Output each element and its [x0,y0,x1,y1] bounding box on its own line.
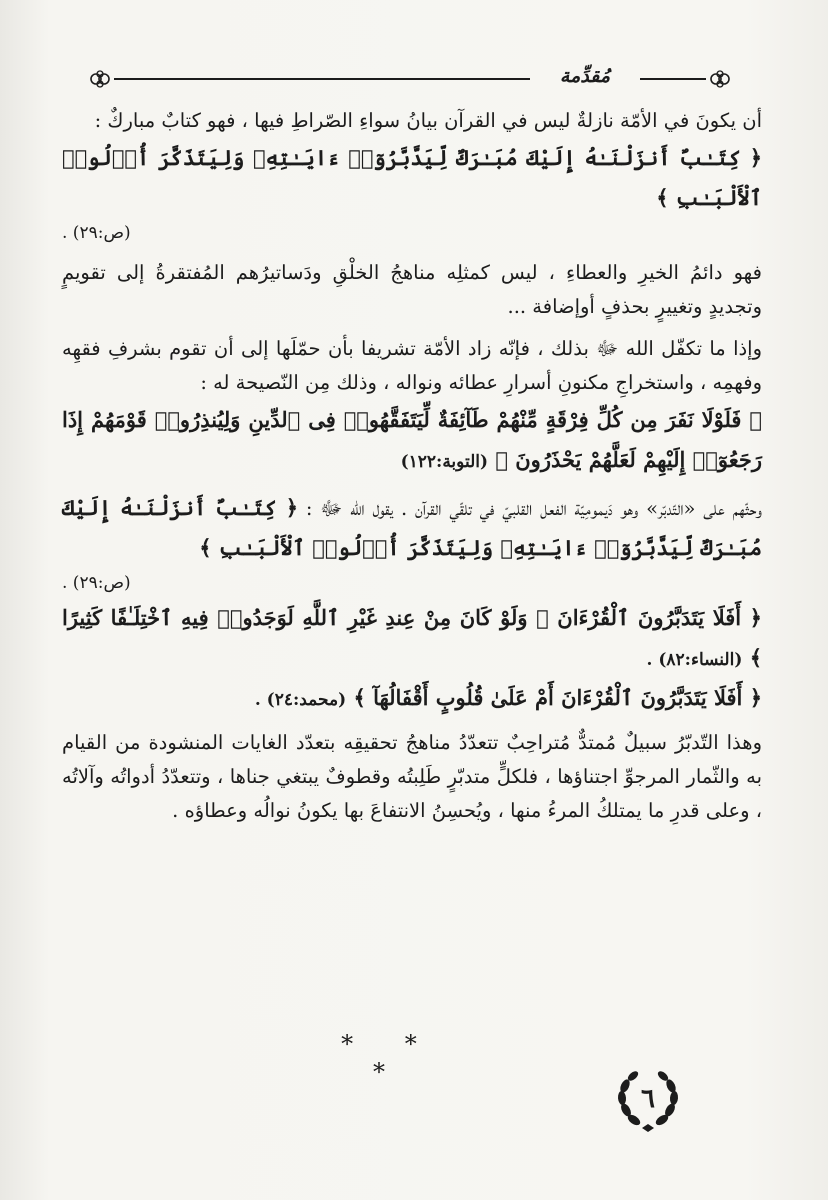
paragraph: وهذا التّدبّرُ سبيلٌ مُمتدٌّ مُتراحِبٌ تتعدّدُ مناهجُ تحقيقِه بتعدّد الغايات المنشودة من القيام به والثّمار المرجوِّ اجتناؤها ، فلكلٍّ متدبّرٍ طَلِبتُه وقطوفٌ يبتغي جناها ، وتتعدّدُ أدواتُه وآلاتُه ، وعلى قدرِ ما يمتلكُ المرءُ منها ، ويُحسِنُ الانتفاعَ بها يكونُ نوالُه وعطاؤه . [62,731,762,822]
paragraph: وإذا ما تكفّل الله ﷻ بذلك ، فإنّه زاد الأمّة تشريفا بأن حمّلَها إلى أن تقوم بشرفِ فقهِه وفهمِه ، واستخراجِ مكنونِ أسرارِ عطائه ونواله ، وذلك مِن النّصيحة له : [62,337,763,394]
quran-verse: ﴿ كِتَـٰبٌ أَنزَلْنَـٰهُ إِلَيْكَ مُبَـٰرَكٌ لِّيَدَّبَّرُوٓا۟ ءَايَـٰتِهِۦ وَلِيَتَذَكَّرَ أُو۟لُوا۟ ٱلْأَلْبَـٰبِ ﴾ [62,495,762,560]
verse-reference: (التوبة:١٢٢) [400,452,489,472]
quran-verse [62,678,762,718]
paragraph: أن يكونَ في الأمّة نازلةٌ ليس في القرآن بيانُ سواءِ الصّراطِ فيها ، فهو كتابٌ مباركٌ : [94,109,762,132]
page-body [62,104,762,828]
quran-verse [62,400,762,480]
paragraph-text: وحثّهم على «التّدبّر» وهو دَيمومِيّة الفعل القلبيّ في تلقّي القرآن . يقول الله ﷻ : [305,497,762,520]
section-separator: * * * [341,1030,439,1086]
page-number-badge [612,1064,684,1136]
ornament-knot-icon [708,70,730,88]
paragraph [62,488,762,568]
page-number: ٦ [641,1084,655,1114]
quran-verse-text: ﴿ فَلَوْلَا نَفَرَ مِن كُلِّ فِرْقَةٍ مِّنْهُمْ طَآئِفَةٌ لِّيَتَفَقَّهُوا۟ فِى ٱلدِّينِ وَلِيُنذِرُوا۟ قَوْمَهُمْ إِذَا رَجَعُوٓا۟ إِلَيْهِمْ لَعَلَّهُمْ يَحْذَرُونَ ﴾ [62,407,762,472]
quran-verse-text: ﴿ أَفَلَا يَتَدَبَّرُونَ ٱلْقُرْءَانَ ۚ وَلَوْ كَانَ مِنْ عِندِ غَيْرِ ٱللَّهِ لَوَجَدُوا۟ فِيهِ ٱخْتِلَـٰفًا كَثِيرًا ﴾ [62,605,762,670]
verse-reference: (ص:٢٩) . [62,223,131,243]
verse-reference: (محمد:٢٤) . [254,690,347,710]
ornament-knot-icon [90,70,112,88]
paragraph: فهو دائمُ الخيرِ والعطاءِ ، ليس كمثلِه مناهجُ الخلْقِ ودَساتيرُهم المُفتقرةُ إلى تقويمٍ وتجديدٍ وتغييرٍ بحذفٍ أوإضافة ... [62,261,762,318]
quran-verse-text: ﴿ أَفَلَا يَتَدَبَّرُونَ ٱلْقُرْءَانَ أَمْ عَلَىٰ قُلُوبٍ أَقْفَالُهَآ ﴾ [353,685,762,710]
quran-verse: ﴿ كِتَـٰبٌ أَنزَلْنَـٰهُ إِلَيْكَ مُبَـٰرَكٌ لِّيَدَّبَّرُوٓا۟ ءَايَـٰتِهِۦ وَلِيَتَذَكَّرَ أُو۟لُوا۟ ٱلْأَلْبَـٰبِ ﴾ [62,145,762,210]
verse-reference: (ص:٢٩) . [62,573,131,593]
verse-reference: (النساء:٨٢) . [646,650,743,670]
running-header-title: مُقدِّمة [530,65,640,87]
quran-verse [62,598,762,678]
